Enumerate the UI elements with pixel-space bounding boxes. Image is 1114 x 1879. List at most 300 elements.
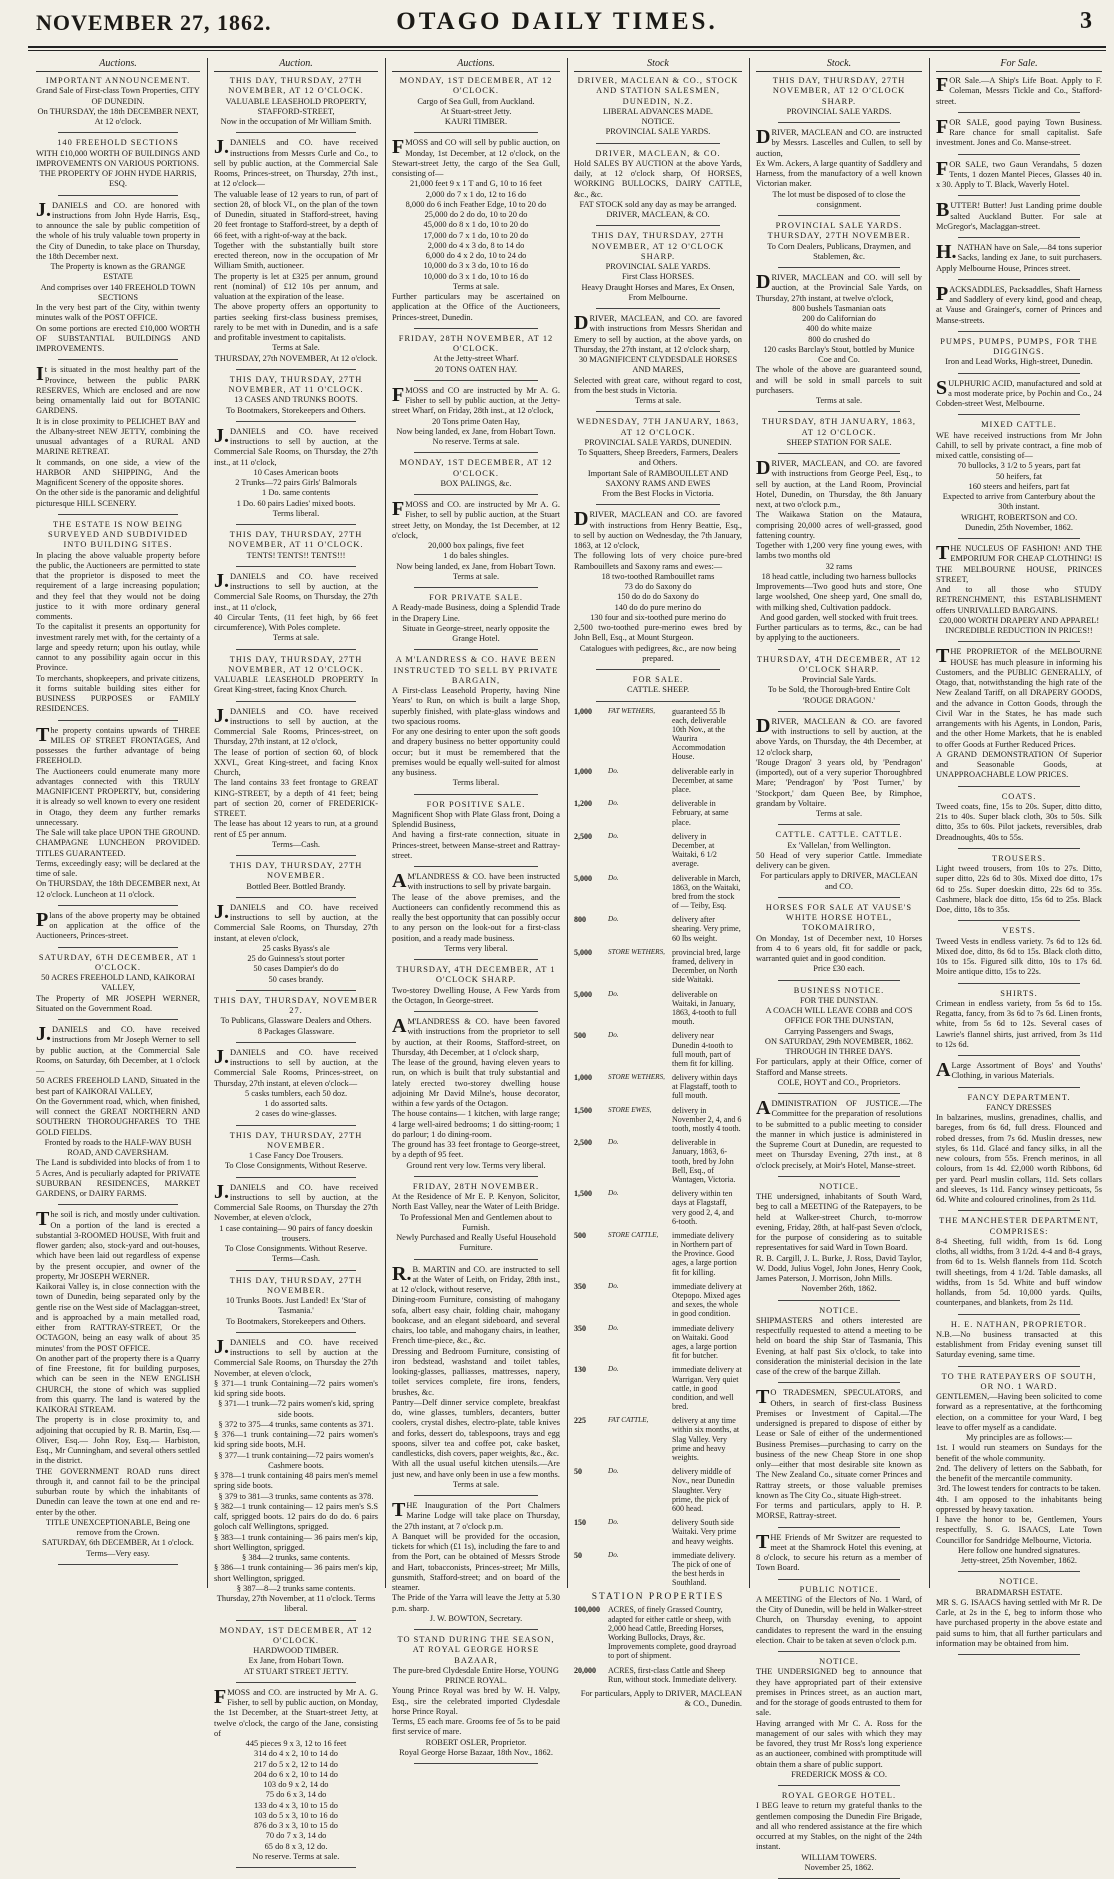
- ad-text: Terms very liberal.: [444, 943, 508, 953]
- ad-text: Terms liberal.: [272, 508, 320, 518]
- ad-headline: DRIVER, MACLEAN & CO., STOCK AND STATION SALESMEN, DUNEDIN, N.Z.: [577, 76, 739, 106]
- ad-text: 75 do 6 x 3, 14 do: [265, 1790, 327, 1800]
- ad-text: § 384—2 trunks, same contents.: [242, 1553, 350, 1562]
- advertisement: [214, 1335, 378, 1615]
- ad-text: 1st. I would run steamers on Sundays for the benefit of the whole community.: [936, 1443, 1102, 1463]
- ad-divider: [414, 132, 538, 133]
- ad-text: Iron and Lead Works, High-street, Dunedin.: [945, 357, 1093, 367]
- ad-divider: [236, 1042, 356, 1043]
- ad-text: A First-class Leasehold Property, having Nine Years' to Run, on which is built a large Shop, superbly finished, with plate-glass windows and two spacious rooms.: [392, 686, 560, 726]
- ad-divider: [236, 1270, 356, 1271]
- ad-text: § 382—1 trunk containing— 12 pairs men's S.S calf, sprigged boots. 12 pairs do do do. 6 pairs goloch calf Wellingtons, sprigged.: [214, 1501, 378, 1532]
- ad-text: 103 do 9 x 2, 14 do: [263, 1780, 329, 1789]
- ad-headline: FOR POSITIVE SALE.: [426, 799, 526, 809]
- ad-divider: [596, 701, 720, 702]
- ad-divider: [958, 1654, 1080, 1655]
- ad-divider: [958, 848, 1080, 849]
- issue-date: NOVEMBER 27, 1862.: [36, 10, 272, 35]
- ad-divider: [414, 587, 538, 588]
- ad-text: Dressing and Bedroom Furniture, consisting of iron bedstead, washstand and toilet tables, looking-glasses, palliasses, mattresses, napery, toilet services complete, fire irons, fenders, brushes, &c.: [392, 1346, 560, 1397]
- advertisement: [936, 1577, 1102, 1649]
- advertisement: [936, 854, 1102, 916]
- livestock-description: delivery South side Waitaki. Very prime and heavy weights.: [672, 1518, 737, 1546]
- ad-text: Terms at sale.: [634, 396, 682, 405]
- masthead-rule-thin: [28, 50, 1106, 51]
- ad-text: KAURI TIMBER.: [444, 117, 508, 126]
- ad-divider: [58, 514, 178, 515]
- livestock-count: 5,000: [574, 873, 592, 883]
- ad-text: 20,000 box palings, five feet: [428, 541, 524, 550]
- livestock-count: 500: [574, 1230, 586, 1240]
- ad-text: The property contains upwards of THREE MILES OF STREET FRONTAGES, And possesses the further advantage of being FREEHOLD.: [36, 723, 200, 766]
- advertisement: [392, 800, 560, 862]
- ad-divider: [236, 369, 356, 370]
- ad-text: 20 TONS OATEN HAY.: [434, 364, 518, 374]
- livestock-count: 1,500: [574, 1189, 592, 1199]
- livestock-row: [574, 1551, 742, 1588]
- ad-text: Terms at sale.: [272, 633, 320, 643]
- advertisement: [936, 157, 1102, 191]
- ad-text: § 371—1 trunk—72 pairs women's kid, spring side boots.: [218, 1399, 374, 1419]
- ad-text: The ground has 33 feet frontage to George-street, by a depth of 95 feet.: [392, 1140, 560, 1160]
- advertisement: [936, 337, 1102, 368]
- ad-text: Ground rent very low. Terms very liberal.: [406, 1160, 546, 1170]
- ad-text: THE Inauguration of the Port Chalmers Marine Lodge will take place on Thursday, the 27th instant, at 7 o'clock p.m.: [392, 1499, 560, 1531]
- ad-divider: [58, 947, 178, 948]
- ad-headline: TO STAND DURING THE SEASON, AT ROYAL GEORGE HORSE BAZAAR,: [397, 1635, 555, 1665]
- ad-text: Terms at sale.: [452, 281, 500, 291]
- ad-text: DRIVER, MACLEAN and CO. are favored with instructions from Henry Beattie, Esq., to sell by auction on Wednesday, the 7th January, 1863, at 12 o'clock,: [574, 508, 742, 550]
- ad-text: DRIVER, MACLEAN and CO. will sell by auction, at the Provincial Sale Yards, on Thursday, 27th instant, at twelve o'clock,: [756, 271, 922, 303]
- advertisement: [214, 1685, 378, 1862]
- advertisement: [214, 569, 378, 644]
- ad-text: 5 casks tumblers, each 50 doz.: [244, 1088, 348, 1098]
- advertisement: [756, 128, 922, 210]
- ad-text: § 386—1 trunk containing— 36 pairs men's kip, short Wellington, sprigged.: [214, 1563, 378, 1583]
- ad-text: 3rd. The lowest tenders for contracts to be taken.: [937, 1484, 1101, 1494]
- ad-divider: [778, 824, 900, 825]
- ad-headline: MONDAY, 1ST DECEMBER, AT 12 O'CLOCK.: [219, 1625, 373, 1645]
- livestock-description: deliverable in February, at same place.: [672, 799, 729, 827]
- livestock-kind: Do.: [608, 1189, 619, 1198]
- ad-divider: [58, 1019, 178, 1020]
- advertisement: [214, 138, 378, 364]
- ad-text: 140 do do pure merino do: [614, 602, 702, 612]
- livestock-kind: FAT WETHERS,: [608, 706, 655, 715]
- ad-text: November 25, 1862.: [804, 1862, 874, 1872]
- advertisement: [214, 655, 378, 696]
- advertisement: [574, 231, 742, 303]
- ad-divider: [778, 1651, 900, 1652]
- column-auctions-1: [30, 58, 206, 1588]
- livestock-row: [574, 1416, 742, 1462]
- station-properties-title: STATION PROPERTIES: [591, 1592, 725, 1603]
- ad-text: 73 do do Saxony do: [624, 582, 692, 591]
- advertisement: [574, 675, 742, 696]
- ad-text: Grand Sale of First-class Town Properties, CITY OF DUNEDIN.: [36, 86, 200, 106]
- ad-text: Terms at sale.: [452, 1479, 500, 1489]
- livestock-count: 800: [574, 915, 586, 925]
- ad-text: 2,000 do 4 x 3 do, 8 to 14 do: [427, 240, 525, 250]
- ad-divider: [236, 897, 356, 898]
- ad-text: Now being landed, ex Jane, from Hobart Town.: [396, 561, 556, 571]
- ad-headline: THURSDAY, 8TH JANUARY, 1863, AT 12 O'CLOCK.: [762, 417, 916, 437]
- livestock-row: [574, 1324, 742, 1361]
- advertisement: [936, 989, 1102, 1051]
- column-stock-1: [568, 58, 748, 1709]
- livestock-description: delivery in November 2, 4, and 6 tooth, mostly 4 tooth.: [672, 1105, 742, 1133]
- ad-text: SHEEP STATION FOR SALE.: [786, 437, 892, 447]
- ad-text: PROVINCIAL SALE YARDS, DUNEDIN.: [584, 437, 732, 447]
- ad-text: For particulars, apply at their Office, corner of Stafford and Manse streets.: [756, 1057, 922, 1077]
- ad-text: 2 cases do wine-glasses.: [255, 1109, 337, 1119]
- ad-text: Young Prince Royal was bred by W. H. Valpy, Esq., sire the celebrated imported Clydesdale horse Prince Royal.: [392, 1686, 560, 1716]
- ad-text: The Property is known as the GRANGE ESTATE: [50, 262, 186, 282]
- ad-divider: [414, 328, 538, 329]
- livestock-description: delivery at any time within six months, at Slag Valley. Very prime and heavy weights.: [672, 1416, 740, 1462]
- livestock-kind: STORE WETHERS,: [608, 1073, 665, 1082]
- livestock-row: [574, 767, 742, 795]
- advertisement: [936, 1320, 1102, 1361]
- ad-divider: [958, 1210, 1080, 1211]
- ad-text: The lot must be disposed of to close the consignment.: [772, 189, 906, 209]
- advertisement: [214, 530, 378, 561]
- livestock-count: 1,200: [574, 799, 592, 809]
- ad-text: THE Friends of Mr Switzer are requested to meet at the Shamrock Hotel this evening, at 8 o'clock, to secure his return as a member of Town Board.: [756, 1530, 922, 1573]
- livestock-kind: Do.: [608, 1365, 619, 1374]
- ad-divider: [236, 1682, 356, 1683]
- ad-text: To Bootmakers, Storekeepers and Others.: [226, 405, 366, 415]
- ad-text: DRIVER, MACLEAN & CO. are favored with instructions to sell by auction, at the above Yards, on Thursday, the 4th December, at 12 o'clock sharp,: [756, 714, 922, 757]
- ad-text: AM'LANDRESS & CO. have been favored with instructions from the proprietor to sell by auction, at their Rooms, Stafford-street, on Thursday, 4th December, at 1 o'clock sharp,: [392, 1015, 560, 1057]
- ad-divider: [236, 132, 356, 133]
- livestock-row: [574, 1518, 742, 1546]
- advertisement: [756, 903, 922, 975]
- ad-headline: COATS.: [1001, 791, 1037, 801]
- ad-text: J.DANIELS and CO. are honored with instructions from John Hyde Harris, Esq., to announce the sale by public competition of the whole of his truly valuable town property in the City of Dunedin, to take place on Thursday, the 18th December next.: [36, 198, 200, 261]
- livestock-description: deliverable on Waitaki, in January, 1863, 4-tooth to full mouth.: [672, 989, 737, 1027]
- ad-text: 4th. I am opposed to the inhabitants being oppressed by heavy taxation.: [936, 1494, 1102, 1514]
- livestock-description: delivery near Dunedin 4-tooth to full mouth, part of them fit for killing.: [672, 1031, 734, 1068]
- ad-headline: FRIDAY, 28TH NOVEMBER.: [412, 1181, 540, 1191]
- advertisement: [214, 996, 378, 1037]
- ad-text: The lease has about 12 years to run, at a ground rent of £5 per annum.: [214, 819, 378, 839]
- ad-text: 70 bullocks, 3 1/2 to 5 years, part fat: [957, 461, 1081, 471]
- advertisement: [392, 458, 560, 489]
- advertisement: [756, 417, 922, 448]
- ad-headline: THIS DAY, THURSDAY, 27TH NOVEMBER.: [229, 1275, 363, 1295]
- ad-divider: [414, 1176, 538, 1177]
- advertisement: [214, 704, 378, 851]
- advertisement: [392, 655, 560, 788]
- ad-text: J.DANIELS and CO. have received instructions to sell by auction at the Commercial Sale Rooms, on Thursday the 27th November, at eleven o'clock,: [214, 1335, 378, 1378]
- ad-text: Terms, exceedingly easy; will be declared at the time of sale.: [36, 858, 200, 878]
- ad-text: FMOSS and CO. are instructed by Mr A. G. Fisher, to sell by public auction, at the Stuart street Jetty, on Monday, the 1st December, at 12 o'clock,: [392, 498, 560, 540]
- ad-headline: THE ESTATE IS NOW BEING SURVEYED AND SUBDIVIDED INTO BUILDING SITES.: [47, 519, 189, 550]
- ad-text: With all the usual useful kitchen utensils.—Are just new, and have only been in use a few months.: [392, 1459, 560, 1479]
- ad-text: It commands, on one side, a view of the HARBOR AND SHIPPING, And the Magnificent Scenery of the opposite shores.: [36, 457, 200, 487]
- ad-text: The Auctioneers could enumerate many more advantages connected with this TRULY MAGNIFICENT PROPERTY, but, considering it is already so well known to every one resident in Otago, they deem any further remarks unnecessary.: [36, 766, 200, 827]
- page-number: 3: [1080, 8, 1092, 34]
- advertisement: [214, 1626, 378, 1677]
- advertisement: [936, 792, 1102, 843]
- livestock-description: guaranteed 55 lb each, deliverable 10th Nov., at the Waurira Accommodation House.: [672, 706, 727, 762]
- ad-text: § 372 to 375—4 trunks, same contents as 371.: [218, 1419, 374, 1429]
- advertisement: [392, 965, 560, 1006]
- ad-divider: [236, 649, 356, 650]
- livestock-kind: Do.: [608, 1138, 619, 1147]
- ad-divider: [236, 1332, 356, 1333]
- ad-headline: ROYAL GEORGE HOTEL.: [781, 1791, 897, 1800]
- ad-text: I have the honor to be, Gentlemen, Yours respectfully, S. G. ISAACS, Late Town Councillor for Sandridge Melbourne, Victoria.: [936, 1515, 1102, 1545]
- ad-text: Plans of the above property may be obtained on application at the office of the Auctioneers, Princes-street.: [36, 908, 200, 941]
- ad-headline: MIXED CATTLE.: [981, 420, 1057, 430]
- ad-divider: [778, 1300, 900, 1301]
- ad-text: THE PROPRIETOR of the MELBOURNE HOUSE has much pleasure in informing his Customers, and the PUBLIC GENERALLY, of Otago, that, notwithstanding the high rate of the New Zealand Tariff, on all DRAPERY GOODS, and the advance in Cotton Goods, through the Civil War in the States, he has made such arrangements with his Agents, in London, Paris, and the other Home Markets, that he is enabled to offer Goods at Further Reduced Prices.: [936, 645, 1102, 749]
- ad-divider: [58, 359, 178, 360]
- ad-headline: MONDAY, 1ST DECEMBER, AT 12 O'CLOCK.: [399, 76, 553, 96]
- ad-text: J.DANIELS and CO. have received instructions from Mr Joseph Werner to sell by public auction, at the Commercial Sale Rooms, on Saturday, 6th December, at 1 o'clock—: [36, 1023, 200, 1075]
- ad-text: 1 do assorted salts.: [264, 1099, 328, 1108]
- ad-text: FAT STOCK sold any day as may be arranged.: [579, 199, 737, 209]
- column-heading: Stock.: [756, 58, 922, 72]
- advertisement: [36, 365, 200, 509]
- advertisement: [36, 1025, 200, 1199]
- ad-divider: [958, 154, 1080, 155]
- ad-text: The property is let at £325 per annum, ground rent (nominal) of £12 10s per annum, and valuation at the expiration of the lease.: [214, 271, 378, 301]
- ad-text: VALUABLE LEASEHOLD PROPERTY In Great King-street, facing Knox Church.: [214, 675, 378, 695]
- column-heading: Stock: [574, 58, 742, 72]
- ad-text: To merchants, shopkeepers, and private citizens, it forms suitable building sites either for BUSINESS PURPOSES or FAMILY RESIDENCES.: [36, 673, 200, 714]
- ad-text: 40 Circular Tents, (11 feet high, by 66 feet circumference), With Poles complete.: [214, 612, 378, 632]
- ad-text: WRIGHT, ROBERTSON and CO.: [960, 512, 1078, 522]
- newspaper-title: OTAGO DAILY TIMES.: [396, 8, 718, 35]
- livestock-description: immediate delivery at Otepopo. Mixed ages and sexes, the whole in good condition.: [672, 1281, 742, 1319]
- ad-divider: [778, 411, 900, 412]
- ad-text: BRADMARSH ESTATE.: [975, 1587, 1063, 1597]
- livestock-count: 1,000: [574, 766, 592, 776]
- ad-headline: H. E. NATHAN, PROPRIETOR.: [950, 1319, 1088, 1329]
- advertisement: [756, 714, 922, 820]
- livestock-count: 1,000: [574, 706, 592, 716]
- ad-text: On another part of the property there is a Quarry of fine Freestone, fit for building purposes, which can be seen in the NEW ENGLISH CHURCH, the stone of which was supplied from this quarry. The land is watered by the KAIKORAI STREAM.: [36, 1353, 200, 1414]
- ad-text: 50 heifers, fat: [995, 471, 1043, 481]
- ad-text: For terms and particulars, apply to H. P. MORSE, Rattray-street.: [756, 1501, 922, 1521]
- ad-divider: [58, 720, 178, 721]
- ad-text: The soil is rich, and mostly under cultivation. On a portion of the land is erected a substantial 3-ROOMED HOUSE, With fruit and flower garden; also, stock-yard and out-houses, which have been laid out regardless of expense by the present occupier, and owner of the property, Mr JOSEPH WERNER.: [36, 1208, 200, 1281]
- ad-divider: [958, 983, 1080, 984]
- livestock-kind: Do.: [608, 1518, 619, 1527]
- ad-divider: [778, 897, 900, 898]
- ad-divider: [58, 1564, 178, 1565]
- ad-text: PROVINCIAL SALE YARDS.: [786, 106, 892, 116]
- ad-divider: [958, 112, 1080, 113]
- advertisement: [392, 76, 560, 127]
- ad-text: Dunedin, 25th November, 1862.: [964, 522, 1074, 532]
- ad-text: 1 Do. same contents: [262, 488, 330, 498]
- advertisement: [756, 76, 922, 117]
- ad-text: Important Sale of RAMBOUILLET AND SAXONY RAMS AND EWES: [587, 468, 729, 488]
- ad-text: 160 steers and heifers, part fat: [968, 481, 1070, 491]
- ad-text: 8,000 do 6 inch Feather Edge, 10 to 20 do: [405, 199, 547, 209]
- ad-divider: [414, 1763, 538, 1764]
- ad-text: TITLE UNEXCEPTIONABLE, Being one remove from the Crown.: [45, 1517, 191, 1537]
- ad-text: Heavy Draught Horses and Mares, Ex Onsen, From Melbourne.: [581, 282, 735, 302]
- livestock-row: [574, 1467, 742, 1513]
- advertisement: [36, 76, 200, 127]
- advertisement: [392, 1501, 560, 1624]
- ad-text: In placing the above valuable property before the public, the Auctioneers are permitted to state that the proprietor is disposed to meet the requirement of a large increasing population; and they feel that they would not be doing justice to it with more ordinary general comments.: [36, 550, 200, 621]
- ad-text: 65 do 8 x 3, 12 do.: [264, 1841, 328, 1851]
- ad-text: J.DANIELS and CO. have received instructions to sell by auction, at the Commercial Sale Rooms, on Thursday the 27th November, at eleven o'clock,: [214, 1180, 378, 1223]
- ad-headline: CATTLE. CATTLE. CATTLE.: [775, 830, 903, 840]
- ad-text: A COACH WILL LEAVE COBB and CO'S OFFICE FOR THE DUNSTAN,: [765, 1006, 913, 1026]
- ad-text: COLE, HOYT and CO., Proprietors.: [777, 1077, 901, 1087]
- livestock-kind: Do.: [608, 989, 619, 998]
- ad-text: Carrying Passengers and Swags,: [784, 1026, 894, 1036]
- ad-text: Situate in George-street, nearly opposite the Grange Hotel.: [402, 623, 550, 643]
- ad-divider: [958, 373, 1080, 374]
- ad-text: ALarge Assortment of Boys' and Youths' Clothing, in various Materials.: [936, 1059, 1102, 1081]
- ad-divider: [414, 380, 538, 381]
- ad-text: 18 head cattle, including two harness bullocks: [761, 571, 917, 581]
- ad-divider: [58, 132, 178, 133]
- livestock-kind: Do.: [608, 1467, 619, 1476]
- livestock-count: 1,000: [574, 1073, 592, 1083]
- ad-text: 133 do 4 x 3, 10 to 15 do: [254, 1800, 338, 1810]
- livestock-kind: STORE EWES,: [608, 1105, 652, 1114]
- ad-text: At the Residence of Mr E. P. Kenyon, Solicitor, North East Valley, near the Water of Leith Bridge.: [392, 1192, 560, 1212]
- ad-text: 204 do 6 x 2, 10 to 14 do: [254, 1769, 338, 1779]
- advertisement: [214, 1276, 378, 1327]
- ad-text: PACKSADDLES, Packsaddles, Shaft Harness and Saddlery of every kind, good and cheap, at Vause and Grainger's, corner of Princes and Manse-streets.: [936, 282, 1102, 325]
- ad-divider: [236, 524, 356, 525]
- ad-text: November 26th, 1862.: [801, 1284, 877, 1294]
- livestock-kind: Do.: [608, 799, 619, 808]
- ad-divider: [236, 566, 356, 567]
- ad-text: A MEETING of the Electors of No. 1 Ward, of the City of Dunedin, will be held in Walker-street Church, on Thursday evening, to appoint candidates to represent the ward in the ensuing election. Chair to be taken at seven o'clock p.m.: [756, 1594, 922, 1645]
- ad-headline: NOTICE.: [819, 1181, 859, 1191]
- ad-text: Cargo of Sea Gull, from Auckland.: [417, 96, 535, 106]
- ad-text: 10,000 do 3 x 3 do, 10 to 16 do: [423, 261, 529, 271]
- ad-text: And good garden, well stocked with fruit trees.: [760, 612, 918, 622]
- livestock-kind: Do.: [608, 873, 619, 882]
- ad-text: Jetty-street, 25th November, 1862.: [961, 1556, 1077, 1565]
- ad-text: The property is in close proximity to, and adjoining that occupied by R. B. Martin, Esq.— Oliver, Esq.— John Roy, Esq.— Harbiston, Esq., Mr Cunningham, and several others settled in the district.: [36, 1415, 200, 1466]
- ad-headline: VESTS.: [1002, 926, 1036, 936]
- ad-text: Price £30 each.: [813, 964, 865, 974]
- ad-divider: [414, 452, 538, 453]
- livestock-count: 130: [574, 1365, 586, 1375]
- ad-text: 2,000 do 7 x 1 do, 12 to 16 do: [425, 189, 527, 199]
- livestock-kind: Do.: [608, 1281, 619, 1290]
- ad-divider: [414, 959, 538, 960]
- ad-text: Further particulars may be ascertained on application at the Office of the Auctioneers, Princes-street, Dunedin.: [392, 292, 560, 322]
- column-for-sale: [930, 58, 1108, 1648]
- ad-divider: [778, 711, 900, 712]
- ad-divider: [414, 1629, 538, 1630]
- column-heading: Auctions.: [36, 58, 200, 72]
- ad-text: 800 do crushed do: [808, 334, 870, 344]
- ad-text: Together with 1,200 very fine young ewes, with lambs two months old: [756, 541, 922, 561]
- advertisement: [936, 420, 1102, 533]
- ad-divider: [414, 649, 538, 650]
- ad-headline: HORSES FOR SALE AT VAUSE'S WHITE HORSE HOTEL, TOKOMAIRIRO,: [765, 902, 913, 933]
- ad-text: THE GOVERNMENT ROAD runs direct through it, and cannot fail to be the principal suburban route by which the inhabitants of Dunedin can leave the town at one end and re-enter by the other.: [36, 1466, 200, 1517]
- ad-text: At the Jetty-street Wharf.: [433, 354, 519, 364]
- ad-text: THURSDAY, 27th NOVEMBER, At 12 o'clock.: [214, 353, 378, 363]
- advertisement: [756, 830, 922, 892]
- ad-text: Two-storey Dwelling House, A Few Yards from the Octagon, In George-street.: [392, 985, 560, 1005]
- ad-text: Further particulars as to terms, &c., can be had by applying to the auctioneers.: [756, 623, 922, 643]
- advertisement: [936, 243, 1102, 274]
- ad-text: GENTLEMEN,—Having been solicited to come forward as a representative, at the forthcoming election, on a committee for your Ward, I beg leave to offer myself as a candidate.: [936, 1392, 1102, 1432]
- ad-text: THROUGH IN THREE DAYS.: [785, 1047, 893, 1056]
- ad-text: 445 pieces 9 x 3, 12 to 16 feet: [245, 1739, 347, 1748]
- livestock-row: [574, 1138, 742, 1184]
- ad-headline: TO THE RATEPAYERS OF SOUTH, OR NO. 1 WARD.: [941, 1371, 1097, 1391]
- livestock-description: delivery after shearing. Very prime, 60 lbs weight.: [672, 915, 741, 943]
- ad-headline: THIS DAY, THURSDAY, 27TH NOVEMBER.: [229, 861, 363, 881]
- ad-text: ADMINISTRATION OF JUSTICE.—The Committee for the preparation of resolutions to be submitted to a public meeting to consider the manner in which justice is administered in the Supreme Court at Dunedin, are requested to meet on Thursday Evening, 27th inst., at 8 o'clock precisely, at Moir's Hotel, Manse-street.: [756, 1097, 922, 1170]
- ad-text: The following lots of very choice pure-bred Rambouillets and Saxony rams and ewes:—: [574, 551, 742, 571]
- ad-text: FMOSS and CO. are instructed by Mr A. G. Fisher, to sell by public auction, on Monday, the 1st December, at the Stuart-street Jetty, at twelve o'clock, the cargo of the Jane, consisting of: [214, 1685, 378, 1738]
- ad-text: In the very best part of the City, within twenty minutes walk of the POST OFFICE.: [36, 303, 200, 323]
- ad-text: 103 do 5 x 3, 10 to 16 do: [254, 1810, 338, 1820]
- ad-text: THE NUCLEUS OF FASHION! AND THE EMPORIUM FOR CHEAP CLOTHING! IS THE MELBOURNE HOUSE, PRINCES STREET,: [936, 542, 1102, 584]
- livestock-kind: Do.: [608, 831, 619, 840]
- ad-text: Terms—Cash.: [271, 1254, 321, 1264]
- ad-text: To Professional Men and Gentlemen about to Furnish.: [400, 1212, 552, 1232]
- advertisement: [756, 1388, 922, 1521]
- ad-text: The Sale will take place UPON THE GROUND. CHAMPAGNE LUNCHEON PROVIDED. TITLES GUARANTEED.: [36, 828, 200, 858]
- ad-text: The lease of portion of section 60, of block XXVI., Great King-street, and facing Knox Church,: [214, 747, 378, 777]
- ad-text: It is in close proximity to PELICHET BAY and the Albany-street NEW JETTY, combining the unusual advantages of a RURAL AND MARINE RETREAT.: [36, 416, 200, 457]
- ad-text: Magnificent Shop with Plate Glass front, Doing a Splendid Business,: [392, 809, 560, 829]
- ad-text: On the Government road, which, when finished, will connect the GREAT NORTHERN AND SOUTHERN THOROUGHFARES TO THE GOLD FIELDS.: [36, 1096, 200, 1137]
- ad-text: A Ready-made Business, doing a Splendid Trade in the Drapery Line.: [392, 603, 560, 623]
- ad-headline: THIS DAY, THURSDAY, 27TH NOVEMBER, AT 11 O'CLOCK.: [228, 374, 364, 394]
- ad-text: Ex Wm. Ackers, A large quantity of Saddlery and Harness, from the manufactory of a well known Victorian maker.: [756, 158, 922, 189]
- advertisement: [392, 872, 560, 954]
- ad-text: To Publicans, Glassware Dealers and Others.: [220, 1016, 372, 1026]
- ad-divider: [958, 641, 1080, 642]
- ad-headline: FOR SALE.: [632, 675, 684, 684]
- ad-text: The house contains— 1 kitchen, with large range; 4 large well-aired bedrooms; 1 do sitting-room; 1 do parlour; 1 do dining-room.: [392, 1109, 560, 1139]
- ad-divider: [596, 504, 720, 505]
- advertisement: [756, 1530, 922, 1574]
- ad-divider: [414, 494, 538, 495]
- station-description: ACRES, of finely Grassed Country, adapted for either cattle or sheep, with 2,000 head Cattle, Breeding Horses, Working Bullocks, Drays, &c. Improvements complete, good drayroad to port of shipment.: [608, 1605, 736, 1661]
- ad-text: Tweed Vests in endless variety. 7s 6d to 12s 6d. Mixed doe, ditto, 8s 6d to 15s. Black cloth ditto, 10s to 15s. Figured silk ditto, 10s to 17s 6d. Moire antique ditto, 15s to 22s.: [936, 936, 1102, 977]
- advertisement: [392, 500, 560, 582]
- station-acres: 100,000: [574, 1605, 600, 1615]
- livestock-kind: Do.: [608, 766, 619, 775]
- ad-divider: [958, 920, 1080, 921]
- advertisement: [214, 900, 378, 985]
- advertisement: [756, 1306, 922, 1378]
- livestock-row: [574, 832, 742, 869]
- livestock-count: 350: [574, 1281, 586, 1291]
- ad-headline: NOTICE.: [999, 1577, 1039, 1587]
- advertisement: [392, 383, 560, 448]
- ad-text: J.DANIELS and CO. have received instructions to sell by auction, at the Commercial Sale Rooms, on Thursday, the 27th inst., at 11 o'clock,: [214, 424, 378, 467]
- ad-text: 2nd. The delivery of letters on the Sabbath, for the benefit of the mercantile community.: [936, 1463, 1102, 1483]
- ad-text: Royal George Horse Bazaar, 18th Nov., 1862.: [399, 1747, 553, 1757]
- livestock-description: delivery in December, at Waitaki, 6 1/2 average.: [672, 831, 717, 869]
- ad-text: THE undersigned, inhabitants of South Ward, beg to call a MEETING of the Ratepayers, to be held at Walker-street Church, to-morrow evening, Friday, 28th, at half-past Seven o'clock, for the purpose of considering as to suitable representatives for said Ward in Town Board.: [756, 1192, 922, 1253]
- ad-headline: THIS DAY, THURSDAY, 27TH NOVEMBER.: [229, 1130, 363, 1150]
